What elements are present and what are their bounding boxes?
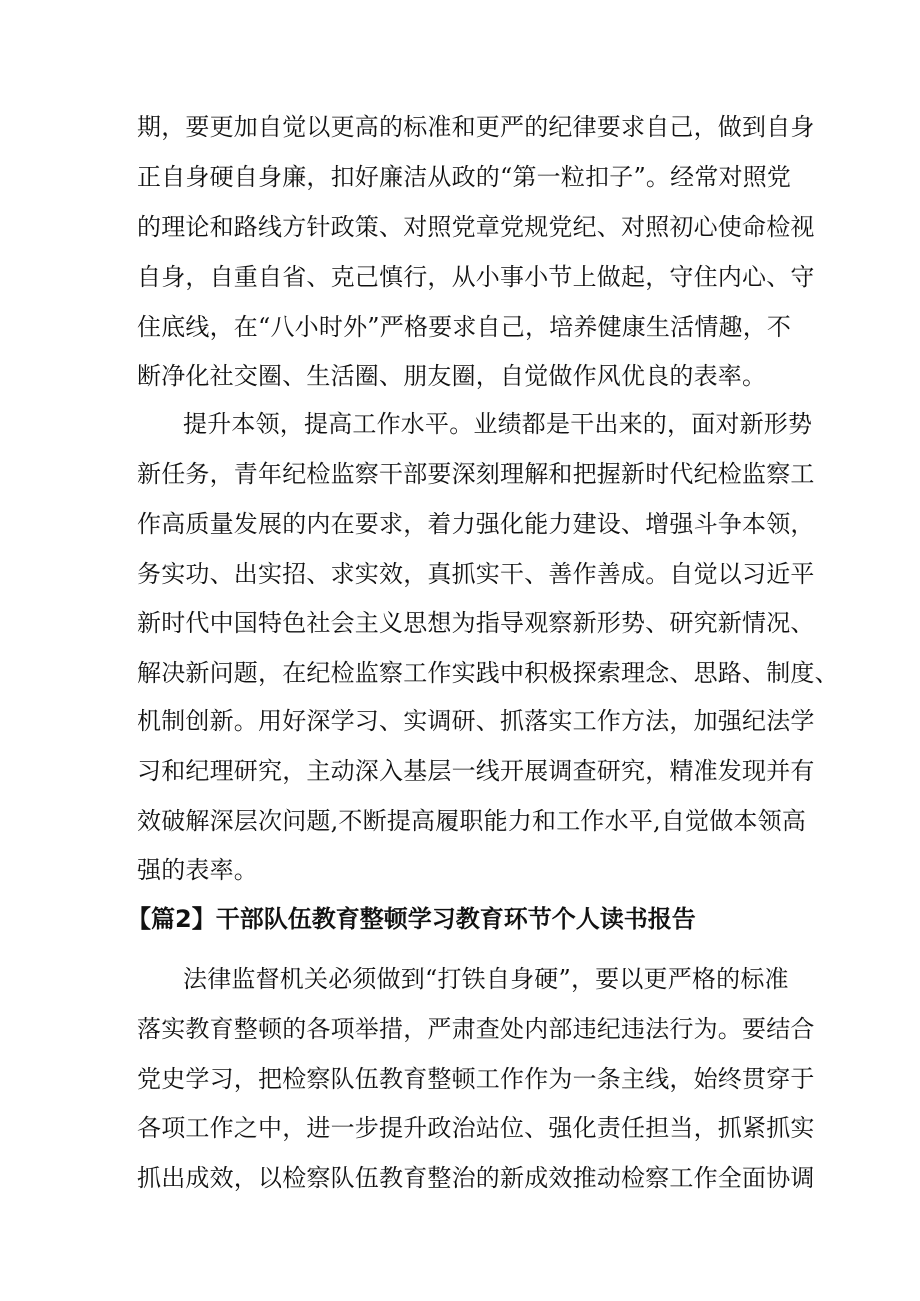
- text-line: 住底线，在“八小时外”严格要求自己，培养健康生活情趣，不: [137, 313, 792, 341]
- text-line: 抓出成效，以检察队伍教育整治的新成效推动检察工作全面协调: [137, 1164, 815, 1192]
- text-line: 习和纪理研究，主动深入基层一线开展调查研究，精准发现并有: [137, 757, 815, 785]
- text-line: 断净化社交圈、生活圈、朋友圈，自觉做作风优良的表率。: [137, 362, 767, 390]
- text-line: 务实功、出实招、求实效，真抓实干、善作善成。自觉以习近平: [137, 560, 815, 588]
- text-line: 的理论和路线方针政策、对照党章党规党纪、对照初心使命检视: [137, 213, 815, 241]
- text-line: 落实教育整顿的各项举措，严肃查处内部违纪违法行为。要结合: [137, 1015, 815, 1043]
- text-line: 自身，自重自省、克己慎行，从小事小节上做起，守住内心、守: [137, 263, 815, 291]
- text-line: 强的表率。: [137, 856, 258, 884]
- text-line: 党史学习，把检察队伍教育整顿工作作为一条主线，始终贯穿于: [137, 1065, 815, 1093]
- text-line: 期，要更加自觉以更高的标准和更严的纪律要求自己，做到自身: [137, 113, 815, 141]
- text-line: 各项工作之中，进一步提升政治站位、强化责任担当，抓紧抓实: [137, 1114, 815, 1142]
- text-line: 新时代中国特色社会主义思想为指导观察新形势、研究新情况、: [137, 609, 815, 637]
- text-line: 法律监督机关必须做到“打铁自身硬”，要以更严格的标准: [183, 965, 789, 993]
- text-line: 提升本领，提高工作水平。业绩都是干出来的，面对新形势: [183, 410, 813, 438]
- text-line: 作高质量发展的内在要求，着力强化能力建设、增强斗争本领，: [137, 510, 815, 538]
- text-line: 正自身硬自身廉，扣好廉洁从政的“第一粒扣子”。经常对照党: [137, 163, 792, 191]
- text-line: 机制创新。用好深学习、实调研、抓落实工作方法，加强纪法学: [137, 707, 815, 735]
- text-line: 解决新问题，在纪检监察工作实践中积极探索理念、思路、制度、: [137, 659, 839, 687]
- text-line: 新任务，青年纪检监察干部要深刻理解和把握新时代纪检监察工: [137, 460, 815, 488]
- text-line: 效破解深层次问题,不断提高履职能力和工作水平,自觉做本领高: [137, 807, 807, 835]
- section-heading: 【篇2】干部队伍教育整顿学习教育环节个人读书报告: [127, 905, 696, 933]
